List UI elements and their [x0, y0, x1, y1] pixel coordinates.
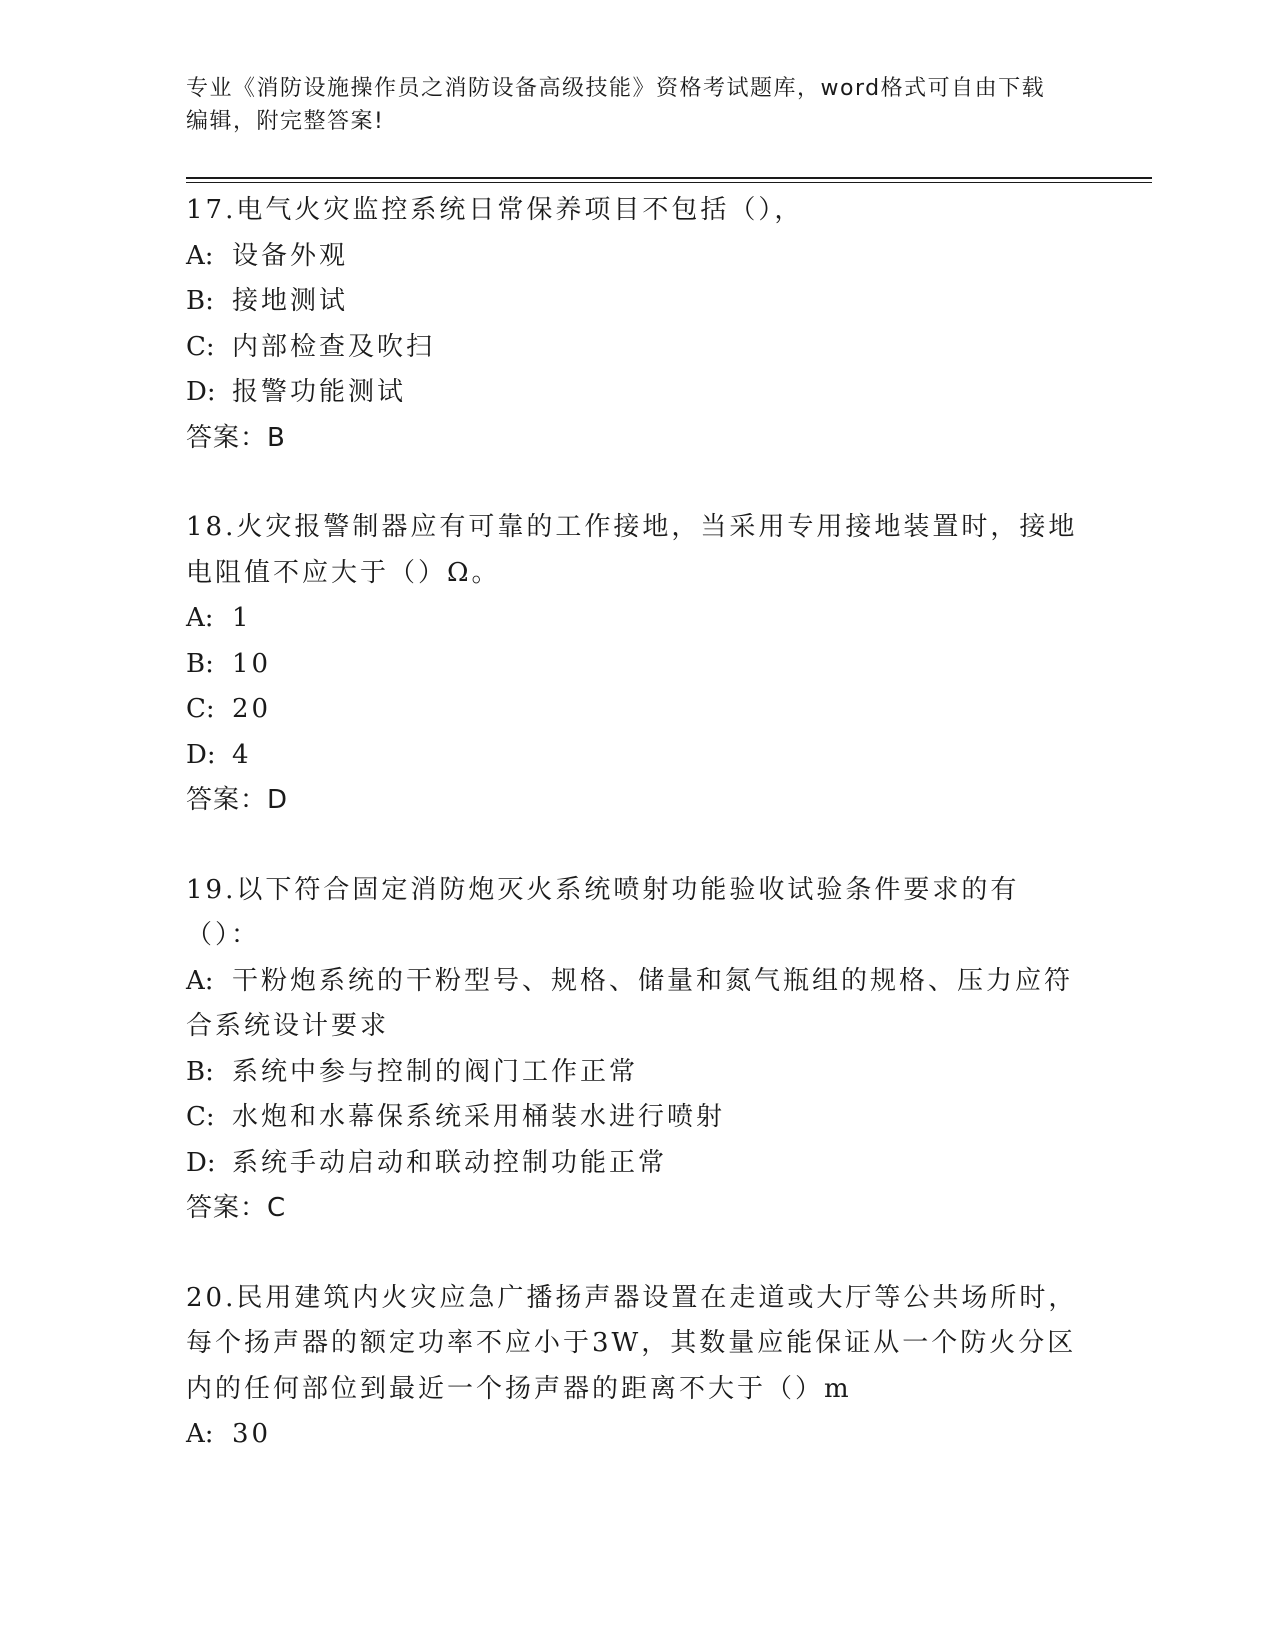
document-header: 专业《消防设施操作员之消防设备高级技能》资格考试题库，word格式可自由下载编辑，附完整答案! — [186, 76, 1046, 134]
question-19 — [186, 868, 1086, 1232]
option-letter: C: — [186, 1102, 215, 1132]
option-text: 设备外观 — [232, 240, 349, 271]
option-letter: B: — [186, 286, 214, 316]
header-rule-thin — [186, 182, 1152, 183]
option-text: 1 — [232, 603, 252, 633]
option-text: 内部检查及吹扫 — [232, 331, 436, 362]
option-d — [186, 733, 1086, 779]
option-letter: C: — [186, 331, 215, 362]
answer-line: 答案：B — [186, 422, 286, 453]
question-list — [186, 188, 1086, 1502]
option-c — [186, 325, 1086, 371]
option-b — [186, 279, 1086, 325]
question-stem: 17.电气火灾监控系统日常保养项目不包括（）， — [186, 195, 804, 225]
question-17 — [186, 188, 1086, 461]
option-text: 系统中参与控制的阀门工作正常 — [232, 1056, 639, 1087]
option-a — [186, 1412, 1086, 1458]
question-20 — [186, 1276, 1086, 1458]
option-text: 报警功能测试 — [232, 377, 407, 407]
question-stem: 18.火灾报警制器应有可靠的工作接地，当采用专用接地装置时，接地电阻值不应大于（）Ω。 — [186, 512, 1078, 588]
option-a — [186, 959, 1086, 1050]
option-letter: A: — [186, 603, 214, 633]
option-b — [186, 1050, 1086, 1096]
option-text: 20 — [232, 694, 272, 724]
option-d — [186, 370, 1086, 416]
option-c — [186, 687, 1086, 733]
option-letter: A: — [186, 1419, 214, 1449]
question-18 — [186, 505, 1086, 824]
option-letter: D: — [186, 739, 216, 770]
option-text: 接地测试 — [232, 286, 349, 316]
option-a — [186, 234, 1086, 280]
option-letter: D: — [186, 377, 216, 407]
option-b — [186, 642, 1086, 688]
option-text: 干粉炮系统的干粉型号、规格、储量和氮气瓶组的规格、压力应符合系统设计要求 — [186, 965, 1074, 1041]
option-text: 30 — [232, 1419, 272, 1449]
option-text: 系统手动启动和联动控制功能正常 — [232, 1147, 668, 1178]
option-letter: B: — [186, 648, 214, 679]
option-text: 10 — [232, 648, 272, 679]
option-d — [186, 1141, 1086, 1187]
option-letter: B: — [186, 1056, 214, 1087]
option-letter: A: — [186, 240, 214, 271]
option-text: 水炮和水幕保系统采用桶装水进行喷射 — [232, 1102, 726, 1132]
answer-line: 答案：D — [186, 785, 289, 815]
option-c — [186, 1095, 1086, 1141]
question-stem: 20.民用建筑内火灾应急广播扬声器设置在走道或大厅等公共场所时，每个扬声器的额定功率不应小于3W，其数量应能保证从一个防火分区内的任何部位到最近一个扬声器的距离不大于（）m — [186, 1282, 1078, 1404]
question-stem: 19.以下符合固定消防炮灭火系统喷射功能验收试验条件要求的有（）： — [186, 874, 1020, 950]
option-letter: C: — [186, 694, 215, 724]
option-text: 4 — [232, 739, 252, 770]
option-letter: D: — [186, 1147, 216, 1178]
header-rule-thick — [186, 177, 1152, 179]
answer-line: 答案：C — [186, 1193, 287, 1223]
option-letter: A: — [186, 965, 214, 996]
option-a — [186, 596, 1086, 642]
